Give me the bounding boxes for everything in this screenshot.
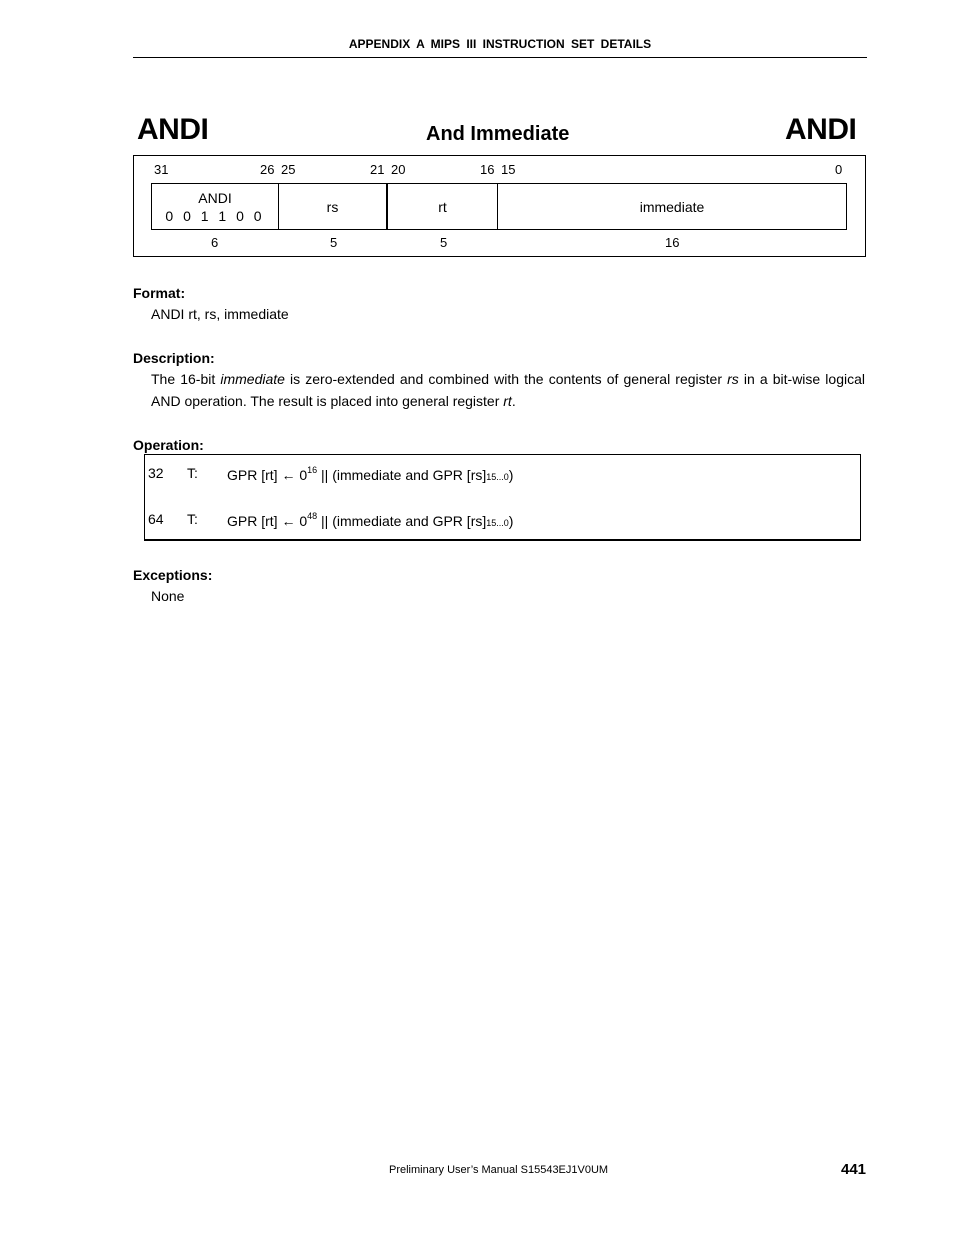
operation-lhs: GPR [rt] ← 0 bbox=[227, 513, 308, 529]
description-text bbox=[151, 368, 865, 412]
instruction-name: And Immediate bbox=[426, 123, 570, 145]
field-width: 16 bbox=[665, 235, 680, 250]
format-text: ANDI rt, rs, immediate bbox=[151, 306, 289, 322]
operation-heading: Operation: bbox=[133, 437, 204, 453]
operation-lhs: GPR [rt] ← 0 bbox=[227, 467, 308, 483]
description-term: immediate bbox=[220, 371, 285, 387]
bit-label: 15 bbox=[501, 162, 516, 177]
operation-rhs: || (immediate and GPR [rs] bbox=[317, 513, 487, 529]
description-part: The 16-bit bbox=[151, 371, 221, 387]
mnemonic-right: ANDI bbox=[785, 113, 857, 146]
description-term: rt bbox=[503, 393, 512, 409]
bit-label: 31 bbox=[154, 162, 169, 177]
bit-label: 20 bbox=[391, 162, 406, 177]
operation-rhs: || (immediate and GPR [rs] bbox=[317, 467, 487, 483]
operation-exponent: 48 bbox=[307, 511, 318, 521]
field-width: 6 bbox=[211, 235, 219, 250]
footer-manual: Preliminary User’s Manual S15543EJ1V0UM bbox=[389, 1164, 609, 1176]
operation-timing: T: bbox=[187, 465, 198, 481]
page-number: 441 bbox=[841, 1161, 867, 1178]
exceptions-text: None bbox=[151, 588, 185, 604]
description-part: . bbox=[511, 393, 516, 409]
field-opcode-name: ANDI bbox=[198, 189, 232, 206]
operation-timing: T: bbox=[187, 511, 198, 527]
encoding-fields bbox=[151, 183, 847, 230]
field-rs bbox=[279, 184, 388, 229]
bit-label: 25 bbox=[281, 162, 296, 177]
description-part: in a bit-wise logical AND operation. The result is placed into general register bbox=[151, 371, 865, 409]
operation-expression bbox=[227, 511, 513, 529]
field-width: 5 bbox=[440, 235, 448, 250]
description-term: rs bbox=[727, 371, 739, 387]
operation-bit-range: 15...0 bbox=[486, 472, 509, 482]
bit-label: 26 bbox=[260, 162, 275, 177]
field-immediate bbox=[498, 184, 846, 229]
field-immediate-name: immediate bbox=[639, 198, 705, 215]
description-heading: Description: bbox=[133, 350, 215, 366]
exceptions-heading: Exceptions: bbox=[133, 567, 213, 583]
operation-close: ) bbox=[508, 513, 514, 529]
field-opcode bbox=[152, 184, 279, 229]
field-rt-name: rt bbox=[438, 198, 447, 215]
operation-expression bbox=[227, 465, 513, 483]
operation-mode: 64 bbox=[148, 511, 164, 527]
bit-label: 21 bbox=[370, 162, 385, 177]
header-rule bbox=[133, 57, 867, 58]
field-opcode-bits: 0 0 1 1 0 0 bbox=[165, 207, 265, 224]
operation-exponent: 16 bbox=[307, 465, 318, 475]
running-header: APPENDIX A MIPS III INSTRUCTION SET DETAILS bbox=[348, 37, 652, 51]
format-heading: Format: bbox=[133, 285, 186, 301]
mnemonic-left: ANDI bbox=[137, 113, 209, 146]
operation-bit-range: 15...0 bbox=[486, 518, 509, 528]
operation-close: ) bbox=[508, 467, 514, 483]
operation-mode: 32 bbox=[148, 465, 164, 481]
description-part: is zero-extended and combined with the contents of general register bbox=[284, 371, 728, 387]
bit-label: 0 bbox=[835, 162, 843, 177]
field-width: 5 bbox=[330, 235, 338, 250]
field-rs-name: rs bbox=[326, 198, 339, 215]
field-rt bbox=[388, 184, 498, 229]
bit-label: 16 bbox=[480, 162, 495, 177]
